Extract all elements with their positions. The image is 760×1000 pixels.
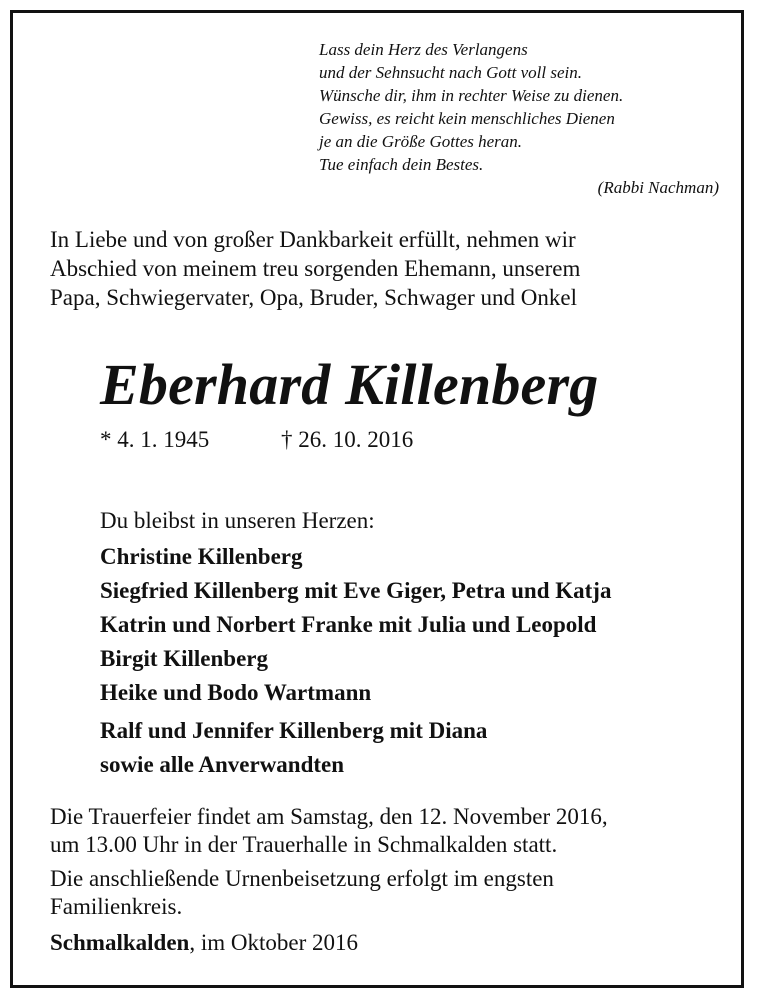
family-member: Siegfried Killenberg mit Eve Giger, Petra und Katja — [100, 578, 612, 603]
family-lead: Du bleibst in unseren Herzen: — [100, 508, 375, 533]
ceremony-line: Die Trauerfeier findet am Samstag, den 12. November 2016, — [50, 804, 608, 829]
poem-quote — [319, 38, 719, 199]
poem-line: und der Sehnsucht nach Gott voll sein. — [319, 63, 582, 82]
family-member: Ralf und Jennifer Killenberg mit Diana — [100, 718, 488, 743]
family-member: Birgit Killenberg — [100, 646, 269, 671]
family-list — [100, 506, 730, 782]
signature-place: Schmalkalden — [50, 930, 190, 955]
family-member: Katrin und Norbert Franke mit Julia und Leopold — [100, 612, 597, 637]
burial-line: Die anschließende Urnenbeisetzung erfolgt im engsten — [50, 866, 554, 891]
poem-line: je an die Größe Gottes heran. — [319, 132, 523, 151]
poem-line: Tue einfach dein Bestes. — [319, 155, 484, 174]
signature-date: , im Oktober 2016 — [189, 930, 358, 955]
burial-line: Familienkreis. — [50, 894, 183, 919]
intro-line: Abschied von meinem treu sorgenden Ehemann, unserem — [50, 256, 581, 281]
intro-text — [50, 225, 720, 312]
family-member: Christine Killenberg — [100, 544, 303, 569]
funeral-details — [50, 803, 730, 957]
poem-attribution: (Rabbi Nachman) — [597, 178, 719, 197]
death-date: † 26. 10. 2016 — [281, 427, 414, 452]
ceremony-line: um 13.00 Uhr in der Trauerhalle in Schmalkalden statt. — [50, 832, 558, 857]
poem-line: Wünsche dir, ihm in rechter Weise zu dienen. — [319, 86, 624, 105]
intro-line: In Liebe und von großer Dankbarkeit erfüllt, nehmen wir — [50, 227, 576, 252]
life-dates — [100, 425, 600, 455]
poem-line: Gewiss, es reicht kein menschliches Dienen — [319, 109, 615, 128]
family-member: sowie alle Anverwandten — [100, 752, 345, 777]
deceased-name: Eberhard Killenberg — [100, 352, 599, 417]
birth-date: * 4. 1. 1945 — [100, 427, 210, 452]
poem-line: Lass dein Herz des Verlangens — [319, 40, 528, 59]
intro-line: Papa, Schwiegervater, Opa, Bruder, Schwager und Onkel — [50, 285, 577, 310]
signature-line — [50, 929, 730, 957]
family-member: Heike und Bodo Wartmann — [100, 680, 372, 705]
